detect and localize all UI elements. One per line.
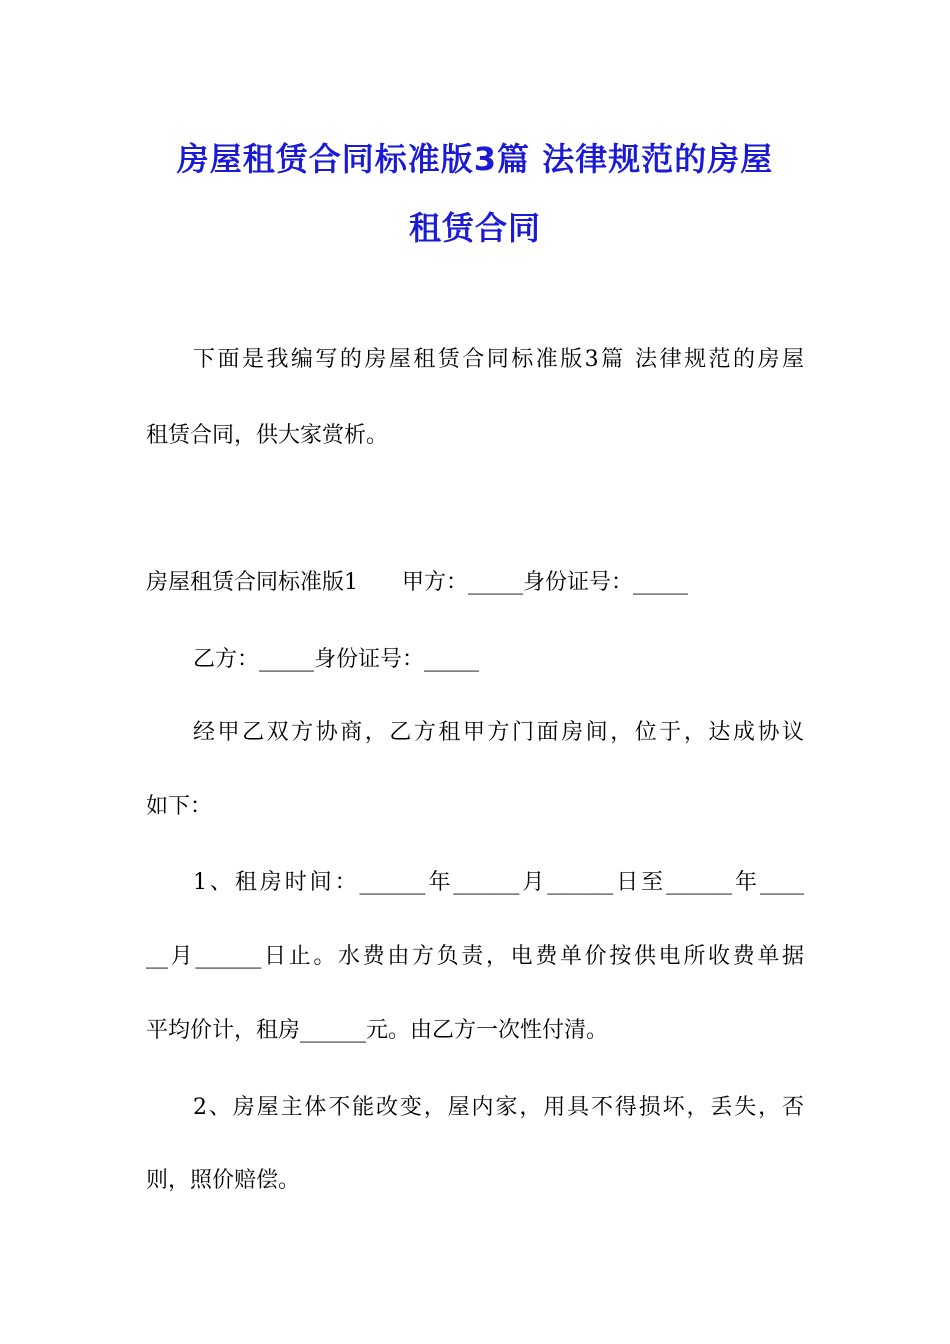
- intro-paragraph-line-1: 下面是我编写的房屋租赁合同标准版3篇 法律规范的房屋: [193, 347, 804, 372]
- intro-paragraph-line-2: 租赁合同，供大家赏析。: [146, 423, 389, 448]
- clause-1-line-1: 1、租房时间：______年______月______日至______年____: [193, 870, 804, 895]
- clause-2-line-2: 则，照价赔偿。: [146, 1168, 301, 1193]
- clause-1-line-2: __月______日止。水费由方负责，电费单价按供电所收费单据: [146, 944, 804, 969]
- agreement-paragraph-line-1: 经甲乙双方协商，乙方租甲方门面房间，位于，达成协议: [193, 720, 804, 745]
- party-b-line: 乙方：_____身份证号：_____: [193, 647, 480, 672]
- clause-2-line-1: 2、房屋主体不能改变，屋内家，用具不得损坏，丢失，否: [193, 1095, 804, 1120]
- clause-1-line-3: 平均价计，租房______元。由乙方一次性付清。: [146, 1018, 609, 1043]
- document-title-line-1: 房屋租赁合同标准版3篇 法律规范的房屋: [176, 140, 774, 178]
- document-title-line-2: 租赁合同: [408, 209, 541, 247]
- agreement-paragraph-line-2: 如下：: [146, 794, 213, 819]
- contract-header-line: 房屋租赁合同标准版1 甲方：_____身份证号：_____: [146, 570, 688, 595]
